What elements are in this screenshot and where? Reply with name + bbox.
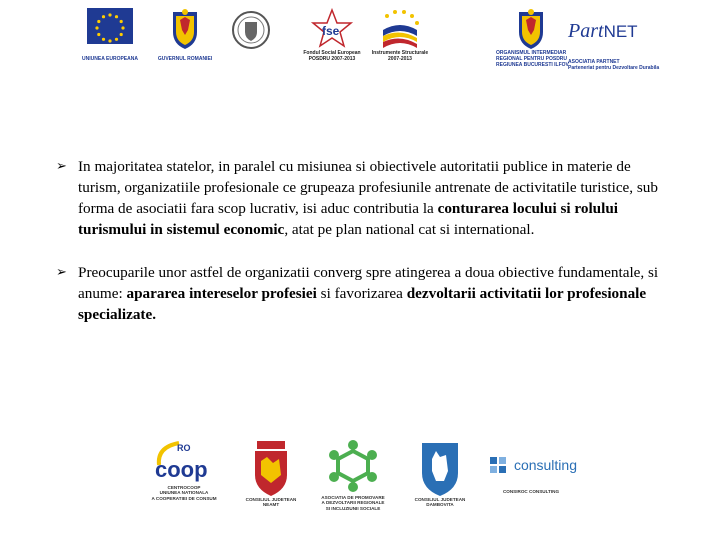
apdrp-logo	[315, 437, 391, 511]
fse-star-icon	[309, 8, 355, 50]
oi-caption-2: REGIONAL PENTRU POSDRU	[496, 56, 568, 62]
bullet-paragraph-1	[56, 156, 676, 240]
dambovita-county-logo	[407, 441, 473, 508]
bottom-logo-bar	[145, 435, 585, 525]
apdrp-caption-2: A DEZVOLTARII REGIONALE	[321, 500, 385, 506]
structural-instruments-icon	[377, 8, 423, 50]
coop-caption-1: CENTROCOOP	[167, 485, 201, 490]
coop-caption-3: A COOPERATIEI DE CONSUM	[151, 495, 217, 501]
svg-text:fse: fse	[322, 24, 340, 38]
bullet-1-text-b: , atat pe plan national cat si international.	[284, 221, 535, 238]
gov-logo	[150, 8, 220, 62]
consulting-caption: CONSIROC CONSULTING	[502, 489, 560, 494]
top-logo-bar	[78, 8, 660, 80]
oi-caption-3: REGIUNEA BUCURESTI ILFOV	[496, 62, 569, 68]
oi-posdru-logo	[496, 8, 569, 68]
coop-word: coop	[155, 457, 208, 482]
consiroc-consulting-logo	[485, 457, 577, 494]
dambovita-caption-1: CONSILIUL JUDETEAN	[414, 497, 466, 502]
apdrp-caption-1: ASOCIATIA DE PROMOVARE	[321, 495, 385, 500]
centrocoop-logo	[145, 435, 223, 501]
partnet-sub-2: Parteneriat pentru Dezvoltare Durabila	[568, 65, 660, 71]
partnet-brand-net: NET	[603, 22, 638, 41]
neamt-coat-of-arms-icon	[253, 441, 289, 497]
romania-coat-of-arms-icon	[170, 8, 200, 50]
bullet-2-text-a: Preocuparile unor astfel de organizatii converg spre atingerea a doua obiective fundamentale, si anume:	[78, 264, 659, 302]
neamt-caption-2: NEAMT	[262, 502, 280, 508]
eu-logo	[78, 8, 142, 62]
coop-caption-2: UNIUNEA NATIONALA	[159, 490, 209, 496]
romania-coat-of-arms-icon	[516, 8, 546, 50]
ministry-seal-logo	[228, 10, 274, 50]
neamt-county-logo	[241, 441, 301, 508]
coop-badge-text: RO	[177, 443, 191, 453]
people-circle-icon	[322, 437, 384, 495]
structural-instruments-logo	[368, 8, 432, 62]
main-content	[56, 156, 676, 325]
seal-icon	[231, 10, 271, 50]
consulting-word: consulting	[513, 457, 577, 473]
partnet-logo	[568, 20, 660, 71]
bullet-1-bold: conturarea locului si rolului turismului in sistemul economic	[78, 200, 619, 238]
bullet-2-bold-2: dezvoltarii activitatii lor profesionale specializate.	[78, 285, 647, 323]
eu-flag-icon	[87, 8, 133, 44]
bullet-paragraph-2	[56, 262, 676, 325]
fse-logo	[300, 8, 364, 62]
dambovita-coat-of-arms-icon	[420, 441, 460, 497]
bullet-2-text-b: si favorizarea	[316, 285, 407, 302]
is-caption-2: 2007-2013	[388, 56, 412, 62]
oi-caption-1: ORGANISMUL INTERMEDIAR	[496, 50, 567, 56]
coop-icon	[149, 435, 219, 485]
apdrp-caption-3: SI INCLUZIUNII SOCIALE	[325, 505, 381, 511]
fse-caption-2: POSDRU 2007-2013	[308, 56, 356, 62]
is-caption-1: Instrumente Structurale	[371, 50, 429, 56]
fse-caption-1: Fondul Social European	[303, 50, 361, 56]
gov-caption: GUVERNUL ROMANIEI	[157, 56, 213, 62]
consulting-grid-icon	[490, 457, 506, 473]
partnet-sub-1: ASOCIATIA PARTNET	[568, 59, 620, 65]
arrow-bullet-icon: ➢	[56, 265, 67, 280]
dambovita-caption-2: DAMBOVITA	[426, 502, 454, 508]
eu-caption: UNIUNEA EUROPEANA	[82, 56, 138, 62]
bullet-1-text-a: In majoritatea statelor, in paralel cu misiunea si obiectivele autoritatii publice in materie de turism, organizatiile profesionale ce grupeaza profesiunile antrenate de activitatile turistice, sub forma de asociatii fara scop lucrativ, isi aduc contributia la	[78, 158, 658, 217]
arrow-bullet-icon: ➢	[56, 159, 67, 174]
neamt-caption-1: CONSILIUL JUDETEAN	[245, 497, 297, 502]
bullet-2-bold-1: apararea intereselor profesiei	[126, 285, 317, 302]
partnet-brand-part: Part	[568, 20, 604, 42]
